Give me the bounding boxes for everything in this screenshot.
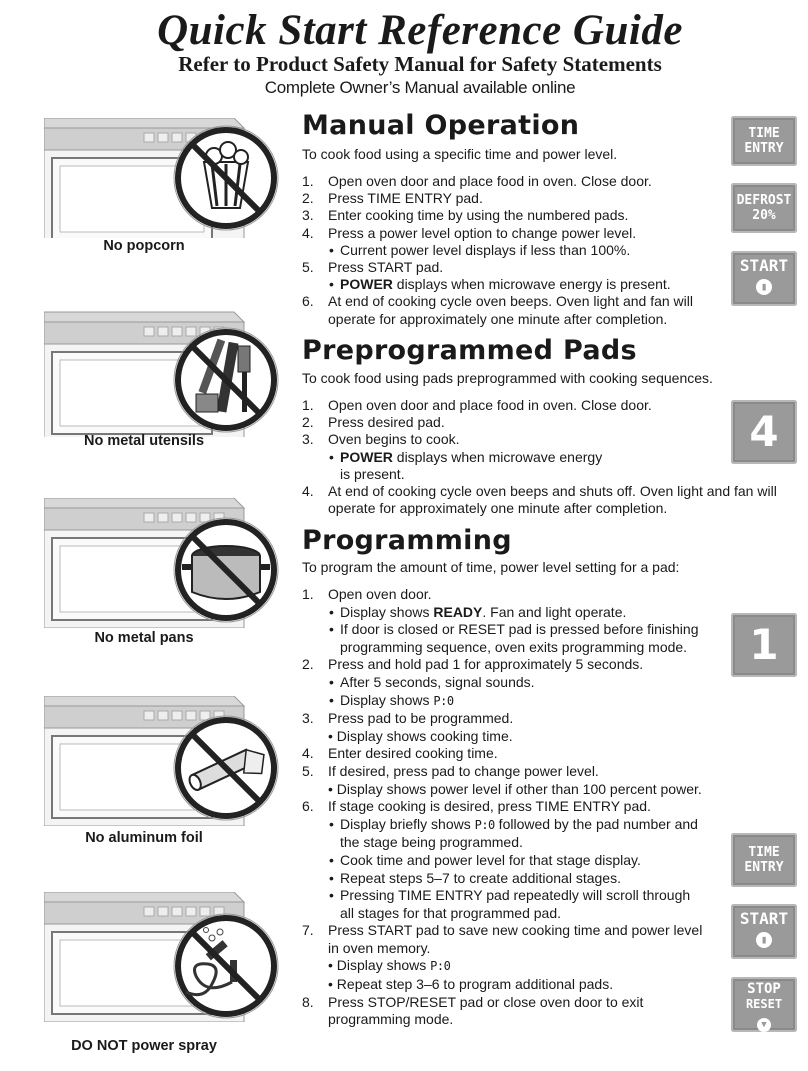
step-number: 6.	[302, 293, 314, 310]
list-item	[302, 763, 802, 798]
step-subitem-text: displays when microwave energy	[392, 448, 603, 465]
key-label: DEFROST	[736, 193, 792, 208]
step-number: 3.	[302, 710, 314, 727]
programming-intro: To program the amount of time, power level setting for a pad:	[302, 559, 680, 575]
step-number: 5.	[302, 259, 314, 276]
list-item	[302, 483, 802, 517]
step-text-cont: programming mode.	[328, 1011, 454, 1028]
step-number: 3.	[302, 431, 314, 448]
step-subitem-text: Pressing TIME ENTRY pad repeatedly will scroll through	[340, 887, 691, 904]
foil-warning-icon	[44, 696, 284, 826]
stop-reset-pad	[731, 977, 797, 1032]
step-subitem	[328, 692, 802, 711]
step-text: Press and hold pad 1 for approximately 5 seconds.	[328, 656, 644, 673]
step-subitem-text-cont: is present.	[340, 465, 405, 482]
step-subitem: • After 5 seconds, signal sounds.	[328, 674, 802, 692]
step-number: 1.	[302, 397, 314, 413]
step-number: 2.	[302, 414, 314, 431]
popcorn-warning-icon	[44, 118, 284, 238]
start-icon: ▮	[756, 932, 772, 948]
step-number: 3.	[302, 207, 314, 224]
utensils-warning-icon	[44, 302, 284, 437]
step-number: 6.	[302, 798, 314, 815]
power-indicator-text: POWER	[340, 448, 393, 465]
step-text: Enter cooking time by using the numbered pads.	[328, 207, 629, 224]
start-pad	[731, 251, 797, 306]
manual-operation-steps	[302, 173, 802, 328]
pad-4: 4	[731, 400, 797, 464]
key-label: TIME	[748, 126, 780, 141]
list-item	[302, 656, 802, 710]
list-item	[302, 256, 802, 293]
step-text: Open oven door and place food in oven. Close door.	[328, 173, 652, 189]
key-label: TIME	[748, 845, 780, 860]
warning-no-power-spray	[44, 892, 284, 1054]
list-item	[302, 710, 802, 745]
step-text: Oven begins to cook.	[328, 431, 460, 448]
step-text: Enter desired cooking time.	[328, 745, 498, 762]
step-text: Press STOP/RESET pad or close oven door to exit	[328, 993, 644, 1010]
warning-no-metal-pans	[44, 498, 284, 646]
step-text-cont: • Repeat step 3–6 to program additional pads.	[328, 976, 614, 993]
list-item	[302, 225, 802, 259]
list-item	[302, 994, 802, 1029]
step-text: If desired, press pad to change power level.	[328, 762, 599, 779]
lcd-display-text: P:0	[433, 693, 454, 708]
key-label: START	[739, 256, 789, 275]
programming-steps	[302, 586, 802, 1029]
step-subitem: • Current power level displays if less than 100%.	[328, 242, 802, 259]
step-subitem-text: . Fan and light operate.	[482, 603, 627, 620]
step-text: Press START pad.	[328, 259, 444, 276]
step-number: 4.	[302, 224, 314, 241]
list-item	[302, 922, 802, 993]
programming-heading: Programming	[302, 525, 512, 556]
warning-label: No popcorn	[103, 238, 185, 254]
lcd-display-text: P:0	[430, 959, 451, 974]
preprogrammed-pads-heading: Preprogrammed Pads	[302, 335, 637, 366]
step-text: Press TIME ENTRY pad.	[328, 190, 483, 207]
step-number: 4.	[302, 483, 314, 500]
step-text: Press desired pad.	[328, 414, 445, 431]
preprogrammed-pads-steps	[302, 397, 802, 517]
key-label: ENTRY	[744, 141, 784, 156]
step-text-cont: in oven memory.	[328, 939, 431, 956]
step-text: At end of cooking cycle oven beeps and shuts off. Oven light and fan will	[328, 483, 777, 500]
step-text-cont: • Display shows	[328, 957, 431, 974]
list-item	[302, 173, 802, 190]
step-text: Press pad to be programmed.	[328, 710, 514, 727]
list-item	[302, 207, 802, 224]
step-text: At end of cooking cycle oven beeps. Oven light and fan will	[328, 293, 693, 310]
key-label: START	[739, 909, 789, 928]
stop-icon: ▼	[757, 1018, 771, 1032]
step-subitem: • Cook time and power level for that stage display.	[328, 852, 802, 870]
ready-indicator-text: READY	[433, 603, 483, 620]
step-subitem-text: displays when microwave energy is present.	[392, 276, 671, 293]
list-item	[302, 414, 802, 431]
list-item	[302, 431, 802, 483]
key-label: STOP	[747, 981, 781, 997]
step-number: 1.	[302, 173, 314, 189]
step-text-cont: • Display shows cooking time.	[328, 727, 513, 744]
key-label: RESET	[745, 997, 783, 1011]
warning-no-aluminum-foil	[44, 696, 284, 846]
list-item	[302, 798, 802, 922]
warning-no-popcorn	[44, 118, 284, 254]
step-subitem-text-cont: the stage being programmed.	[340, 834, 523, 851]
step-number: 1.	[302, 586, 314, 602]
step-subitem-text: followed by the pad number and	[494, 815, 698, 832]
warning-label: No aluminum foil	[85, 830, 203, 846]
step-subitem-text-cont: all stages for that programmed pad.	[340, 904, 562, 921]
manual-operation-heading: Manual Operation	[302, 110, 580, 141]
page-subtitle: Refer to Product Safety Manual for Safety Statements	[178, 52, 662, 76]
list-item	[302, 293, 802, 327]
step-text: Open oven door and place food in oven. Close door.	[328, 397, 652, 413]
preprogrammed-pads-intro: To cook food using pads preprogrammed with cooking sequences.	[302, 370, 713, 386]
warning-no-metal-utensils	[44, 302, 284, 449]
step-number: 4.	[302, 745, 314, 762]
pad-1: 1	[731, 613, 797, 677]
step-subitem-text: If door is closed or RESET pad is pressed before finishing	[340, 621, 699, 638]
step-subitem-text: Display shows	[340, 603, 434, 620]
power-indicator-text: POWER	[340, 276, 393, 293]
step-text: Press START pad to save new cooking time and power level	[328, 922, 703, 939]
page-subtitle-online: Complete Owner’s Manual available online	[264, 78, 576, 97]
step-text-cont: operate for approximately one minute after completion.	[328, 500, 668, 517]
step-subitem-text: Display briefly shows	[340, 815, 475, 832]
key-label: ENTRY	[744, 860, 784, 875]
list-item	[302, 397, 802, 414]
start-icon: ▮	[756, 279, 772, 295]
page-title: Quick Start Reference Guide	[157, 7, 683, 54]
defrost-pad	[731, 183, 797, 233]
step-number: 5.	[302, 762, 314, 779]
list-item	[302, 745, 802, 763]
step-number: 2.	[302, 190, 314, 207]
step-text: If stage cooking is desired, press TIME ENTRY pad.	[328, 798, 651, 815]
step-number: 8.	[302, 993, 314, 1010]
step-subitem: • Repeat steps 5–7 to create additional stages.	[328, 870, 802, 888]
time-entry-pad-2	[731, 833, 797, 887]
step-subitem-text-cont: programming sequence, oven exits programming mode.	[340, 638, 688, 655]
lcd-display-text: P:0	[474, 817, 495, 832]
step-number: 7.	[302, 922, 314, 939]
step-text: Press a power level option to change power level.	[328, 224, 637, 241]
step-subitem-text: Display shows	[340, 691, 434, 708]
warning-label: No metal pans	[94, 630, 194, 646]
warning-label: No metal utensils	[83, 433, 205, 449]
power-spray-warning-icon	[44, 892, 284, 1022]
list-item	[302, 190, 802, 207]
step-text-cont: operate for approximately one minute after completion.	[328, 310, 668, 327]
step-text: Open oven door.	[328, 586, 432, 602]
key-label: 20%	[752, 208, 776, 223]
step-text-cont: • Display shows power level if other than 100 percent power.	[328, 780, 702, 797]
pan-warning-icon	[44, 498, 284, 628]
step-number: 2.	[302, 656, 314, 673]
manual-operation-intro: To cook food using a specific time and power level.	[302, 146, 618, 162]
start-pad-2	[731, 904, 797, 959]
time-entry-pad	[731, 116, 797, 166]
warning-label: DO NOT power spray	[71, 1038, 217, 1054]
list-item	[302, 586, 802, 656]
